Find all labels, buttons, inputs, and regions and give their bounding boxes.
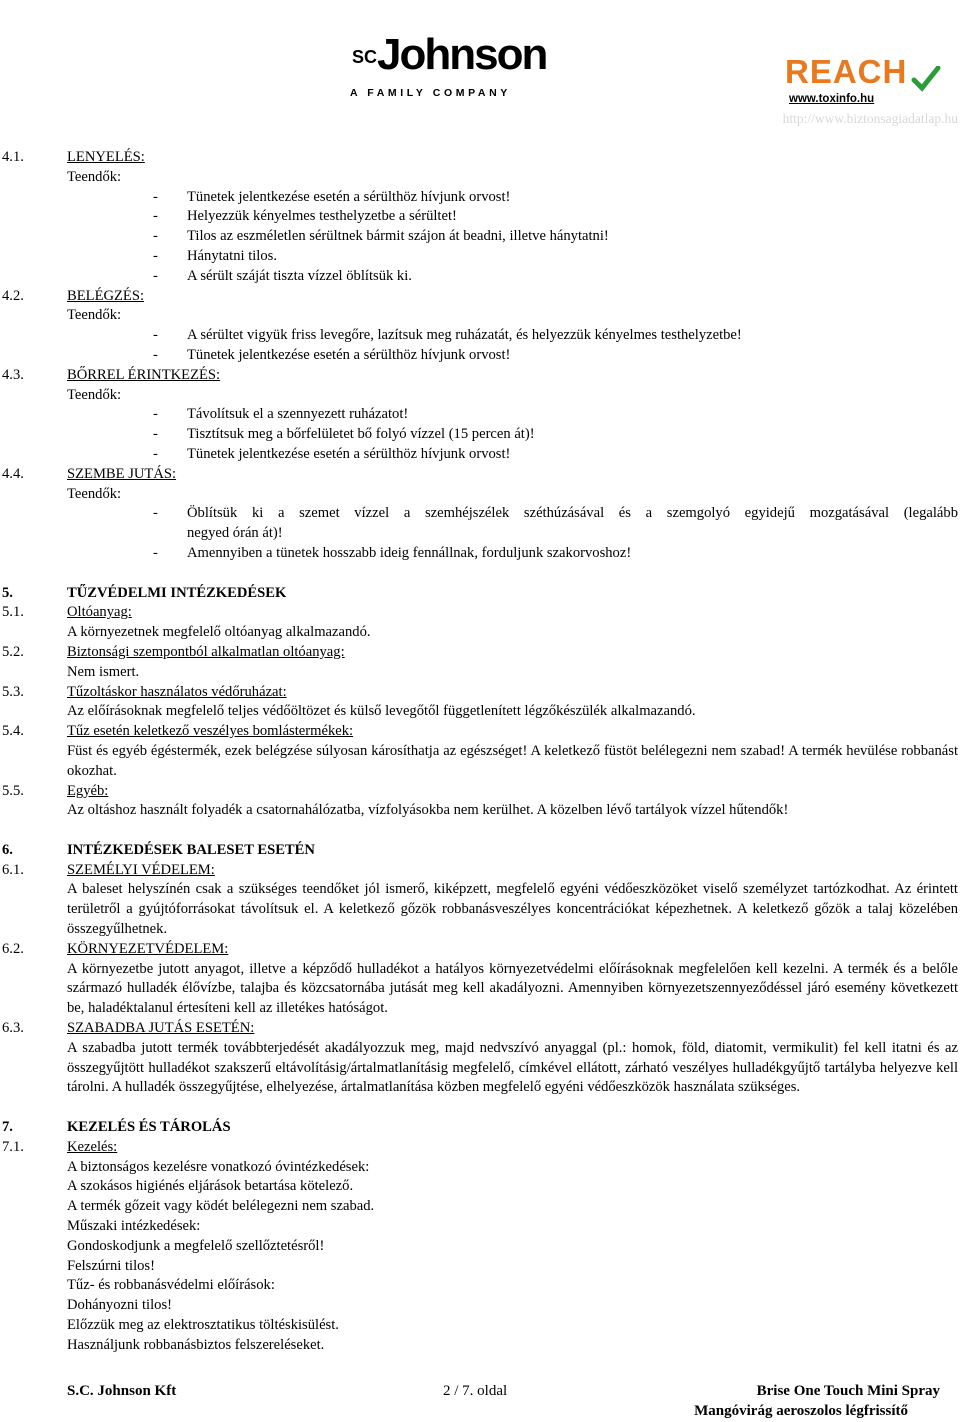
text-line: Előzzük meg az elektrosztatikus töltéskisülést. <box>67 1317 339 1334</box>
section-text: Az oltáshoz használt folyadék a csatornahálózatba, vízfolyásokba nem kerülhet. A közelben lévő tartályok vízzel hűtendők! <box>67 802 789 819</box>
text-line: Használjunk robbanásbiztos felszereléseket. <box>67 1336 325 1353</box>
section-title: Egyéb: <box>67 782 109 799</box>
section-title: SZEMÉLYI VÉDELEM: <box>67 861 215 878</box>
site-url: http://www.biztonsagiadatlap.hu <box>782 111 958 126</box>
todo-label: Teendők: <box>67 168 122 185</box>
text-line: A biztonságos kezelésre vonatkozó óvintézkedések: <box>67 1158 370 1175</box>
list-item: - Tünetek jelentkezése esetén a sérülthöz hívjunk orvost! <box>153 445 511 462</box>
logo-johnson-wordmark: Johnson <box>377 30 547 79</box>
reach-wordmark: REACH <box>785 53 908 90</box>
text-line: A termék gőzeit vagy ködét belélegezni nem szabad. <box>67 1198 375 1215</box>
logo-sc-mark: SC <box>352 47 378 67</box>
chapter-number: 5. <box>2 584 13 601</box>
text-line: Tűz- és robbanásvédelmi előírások: <box>67 1277 275 1294</box>
chapter-title-fire: TŰZVÉDELMI INTÉZKEDÉSEK <box>67 584 287 601</box>
page-footer <box>0 1380 960 1420</box>
section-text: A környezetbe jutott anyagot, illetve a képződő hulladékot a hatályos környezetvédelmi előírásoknak megfelelően kell kezelni. A termék és a belőle származó hulladék élővízbe, talajba és közcsatornába jutását meg kell akadályozni. Amennyiben környezetszennyeződéssel járó esemény következett be, haladéktalanul értesíteni kell az illetékes hatóságot. <box>67 960 958 1017</box>
section-text: A szabadba jutott termék továbbterjedését akadályozzuk meg, majd nedvszívó anyaggal (pl.: homok, föld, diatomit, vermikulit) fel kell itatni és az összegyűjtött hulladékot szakszerű eltávolításig/ártalmatlanításig megfelelő, címkével ellátott, zárható veszélyes hulladékgyűjtő tartályba helyezve kell tárolni. A hulladék összegyűjtése, elhelyezése, ártalmatlanítása közben megfelelő egyéni védőeszközök használata szükséges. <box>67 1039 958 1096</box>
document-body: 4.1. LENYELÉS: Teendők: - Tünetek jelentkezése esetén a sérülthöz hívjunk orvost! - Helyezzük kényelmes testhelyzetbe a sérültet! - Tilos az eszméletlen sérültnek bármit szájon át beadni, illetve hánytatni! - Hánytatni tilos. - A sérült száját tiszta vízzel öblítsük ki. 4.2. BELÉGZÉS: Teendők: - A sérültet vigyük friss levegőre, lazítsuk meg ruházatát, és helyezzük kényelmes testhelyzetbe! - Tünetek jelentkezése esetén a sérülthöz hívjunk orvost! 4.3. BŐRREL ÉRINTKEZÉS: Teendők: - Távolítsuk el a szennyezett ruházatot! - Tisztítsuk meg a bőrfelületet bő folyó vízzel (15 percen át)! - Tünetek jelentkezése esetén a sérülthöz hívjunk orvost! 4.4. SZEMBE JUTÁS: Teendők: - Öblítsük ki a szemet vízzel a szemhéjszélek széthúzásával és a szemgolyó egyidejű mozgatásával (legalább negyed órán át)! - Amennyiben a tünetek hosszabb ideig fennállnak, forduljunk szakorvoshoz! 5. TŰZVÉDELMI INTÉZKEDÉSEK 5.1. Oltóanyag: A környezetnek megfelelő oltóanyag alkalmazandó. 5.2. Biztonsági szempontból alkalmatlan oltóanyag: Nem ismert. 5.3. Tűzoltáskor használatos védőruházat: Az előírásoknak megfelelő teljes védőöltözet és külső levegőtől függetlenített légzőkészülék alkalmazandó. 5.4. Tűz esetén keletkező veszélyes bomlástermékek: Füst és egyéb égéstermék, ezek belégzése súlyosan károsíthatja az egészséget! A keletkező füstöt belélegezni nem szabad! A termék hevülése robbanást okozhat. 5.5. Egyéb: Az oltáshoz használt folyadék a csatornahálózatba, vízfolyásokba nem kerülhet. A közelben lévő tartályok vízzel hűtendők! 6. INTÉZKEDÉSEK BALESET ESETÉN 6.1. SZEMÉLYI VÉDELEM: A baleset helyszínén csak a szükséges teendőket jól ismerő, kiképzett, megfelelő egyéni védőeszközöket viselő személyzet tartózkodhat. Az érintett területről a gyújtóforrásokat távolítsuk el. A keletkező gőzök robbanásveszélyes koncentrációkat képezhetnek. A keletkező gőzök a talaj közelében összegyűlhetnek. 6.2. KÖRNYEZETVÉDELEM: A környezetbe jutott anyagot, illetve a képződő hulladékot a hatályos környezetvédelmi előírásoknak megfelelően kell kezelni. A termék és a belőle származó hulladék élővízbe, talajba és közcsatornába jutását meg kell akadályozni. Amennyiben környezetszennyeződéssel járó esemény következett be, haladéktalanul értesíteni kell az illetékes hatóságot. 6.3. SZABADBA JUTÁS ESETÉN: A szabadba jutott termék továbbterjedését akadályozzuk meg, majd nedvszívó anyaggal (pl.: homok, föld, diatomit, vermikulit) fel kell itatni és az összegyűjtött hulladékot szakszerű eltávolításig/ártalmatlanításig megfelelő, címkével ellátott, zárható veszélyes hulladékgyűjtő tartályba helyezve kell tárolni. A hulladék összegyűjtése, elhelyezése, ártalmatlanítása közben megfelelő egyéni védőeszközök használata szükséges. 7. KEZELÉS ÉS TÁROLÁS 7.1. Kezelés: A biztonságos kezelésre vonatkozó óvintézkedések: A szokásos higiénés eljárások betartása kötelező. A termék gőzeit vagy ködét belélegezni nem szabad. Műszaki intézkedések: Gondoskodjunk a megfelelő szellőztetésről! Felszúrni tilos! Tűz- és robbanásvédelmi előírások: Dohányozni tilos! Előzzük meg az elektrosztatikus töltéskisülést. Használjunk robbanásbiztos felszereléseket. <box>0 148 960 1356</box>
text-line: Felszúrni tilos! <box>67 1257 155 1274</box>
review-date: Felülvizsgálat időpontja: - <box>2 22 160 38</box>
section-title-inhalation: BELÉGZÉS: <box>67 287 145 304</box>
list-item: - Tilos az eszméletlen sérültnek bármit szájon át beadni, illetve hánytatni! <box>153 228 609 245</box>
list-item: - Távolítsuk el a szennyezett ruházatot! <box>153 406 409 423</box>
section-text: Nem ismert. <box>67 663 140 680</box>
section-title: Tűzoltáskor használatos védőruházat: <box>67 683 287 700</box>
page-number: 2 / 7. oldal <box>443 1383 508 1399</box>
list-item: - Amennyiben a tünetek hosszabb ideig fennállnak, forduljunk szakorvoshoz! <box>153 544 632 561</box>
list-item: - Tisztítsuk meg a bőrfelületet bő folyó vízzel (15 percen át)! <box>153 426 535 443</box>
prep-date: Elkészítés időpontja: 2010. június 14. <box>2 2 228 18</box>
list-item: - A sérültet vigyük friss levegőre, lazítsuk meg ruházatát, és helyezzük kényelmes testhelyzetbe! <box>153 327 742 344</box>
chapter-title-handling: KEZELÉS ÉS TÁROLÁS <box>67 1119 231 1136</box>
text-line: A szokásos higiénés eljárások betartása kötelező. <box>67 1178 354 1195</box>
logo-tagline: A FAMILY COMPANY <box>350 87 511 99</box>
list-item: - Tünetek jelentkezése esetén a sérülthöz hívjunk orvost! <box>153 188 511 205</box>
checkmark-icon <box>911 66 941 96</box>
chapter-number: 6. <box>2 841 13 858</box>
section-number: 4.1. <box>2 149 24 165</box>
section-number: 4.4. <box>2 465 24 482</box>
section-number: 4.2. <box>2 287 24 304</box>
section-title: Kezelés: <box>67 1138 118 1155</box>
list-item: - Hánytatni tilos. <box>153 247 277 264</box>
scjohnson-logo <box>350 22 547 112</box>
todo-label: Teendők: <box>67 386 122 403</box>
section-title-eye-contact: SZEMBE JUTÁS: <box>67 465 177 482</box>
footer-product-desc: Mangóvirág aeroszolos légfrissítő <box>694 1403 908 1419</box>
text-line: Gondoskodjunk a megfelelő szellőztetésről! <box>67 1237 325 1254</box>
section-title: Tűz esetén keletkező veszélyes bomlástermékek: <box>67 723 354 740</box>
reach-url: www.toxinfo.hu <box>789 93 875 105</box>
list-item: - Helyezzük kényelmes testhelyzetbe a sérültet! <box>153 208 457 225</box>
section-title: Oltóanyag: <box>67 604 132 621</box>
footer-company: S.C. Johnson Kft <box>67 1383 177 1399</box>
todo-label: Teendők: <box>67 485 122 502</box>
section-title: SZABADBA JUTÁS ESETÉN: <box>67 1020 255 1037</box>
header-dates <box>2 0 228 40</box>
section-title: KÖRNYEZETVÉDELEM: <box>67 940 229 957</box>
text-line: Műszaki intézkedések: <box>67 1218 201 1235</box>
section-text: Füst és egyéb égéstermék, ezek belégzése súlyosan károsíthatja az egészséget! A keletkező füstöt belélegezni nem szabad! A termék hevülése robbanást okozhat. <box>67 742 958 779</box>
text-line: Dohányozni tilos! <box>67 1297 172 1314</box>
section-text: A baleset helyszínén csak a szükséges teendőket jól ismerő, kiképzett, megfelelő egyéni védőeszközöket viselő személyzet tartózkodhat. Az érintett területről a gyújtóforrásokat távolítsuk el. A keletkező gőzök robbanásveszélyes koncentrációkat képezhetnek. A keletkező gőzök a talaj közelében összegyűlhetnek. <box>67 881 958 938</box>
list-item: - A sérült száját tiszta vízzel öblítsük ki. <box>153 267 412 284</box>
footer-product-name: Brise One Touch Mini Spray <box>756 1383 940 1399</box>
section-text: Az előírásoknak megfelelő teljes védőöltözet és külső levegőtől függetlenített légzőkészülék alkalmazandó. <box>67 703 696 720</box>
section-number: 4.3. <box>2 366 24 383</box>
chapter-title-accident: INTÉZKEDÉSEK BALESET ESETÉN <box>67 841 315 858</box>
todo-label: Teendők: <box>67 307 122 324</box>
section-text: A környezetnek megfelelő oltóanyag alkalmazandó. <box>67 624 371 641</box>
section-title-ingestion: LENYELÉS: <box>67 149 145 165</box>
section-title: Biztonsági szempontból alkalmatlan oltóanyag: <box>67 643 345 660</box>
reach-logo <box>785 52 935 112</box>
chapter-number: 7. <box>2 1119 13 1136</box>
section-title-skin-contact: BŐRREL ÉRINTKEZÉS: <box>67 366 221 383</box>
list-item: - Tünetek jelentkezése esetén a sérülthöz hívjunk orvost! <box>153 346 511 363</box>
list-item: - Öblítsük ki a szemet vízzel a szemhéjszélek széthúzásával és a szemgolyó egyidejű mozgatásával (legalább <box>153 505 958 522</box>
